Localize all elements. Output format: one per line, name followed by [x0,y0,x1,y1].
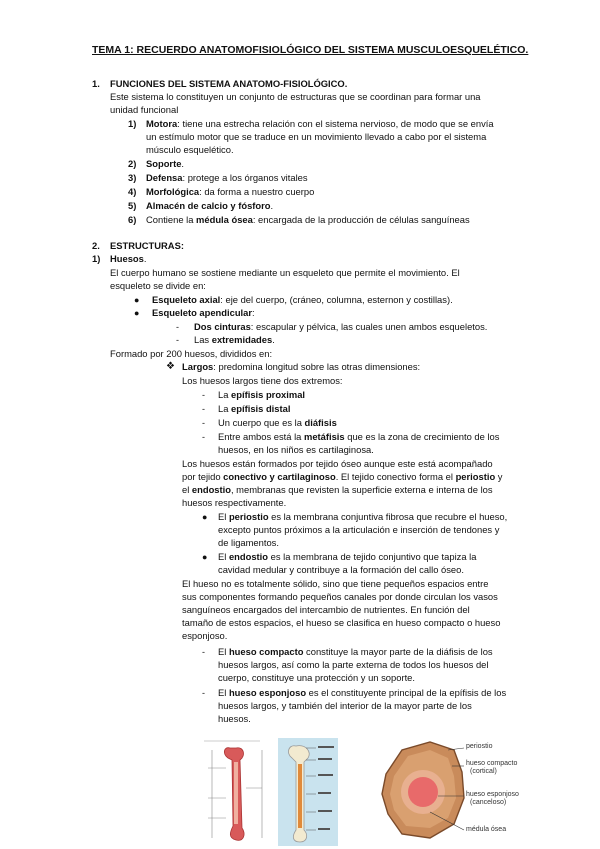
paragraph-line: excepto puntos próximos a la articulación e inserción de tendones y [218,524,500,535]
paragraph-line: esqueleto se divide en: [110,280,206,291]
epifisis-proximal: La epífisis proximal [218,389,306,400]
section-1-heading: FUNCIONES DEL SISTEMA ANATOMO-FISIOLÓGICO. [110,78,348,89]
largos-item: Largos: predomina longitud sobre las otras dimensiones: [182,361,421,372]
paragraph-line: Los huesos largos tiene dos extremos: [182,375,343,386]
dash-icon: - [202,404,205,414]
bullet-icon: ● [202,512,208,522]
dash-icon: - [202,647,205,657]
subsection-number: 1) [92,253,101,264]
bullet-icon: ● [202,552,208,562]
figure-label-cortical: (cortical) [470,768,497,775]
paragraph-line: El cuerpo humano se sostiene mediante un esqueleto que permite el movimiento. El [110,267,460,278]
figure-label-hueso-compacto: hueso compacto [466,760,518,767]
function-item-motora: Motora: tiene una estrecha relación con el sistema nervioso, de modo que se envía [146,118,494,129]
figure-label-medula-osea: médula ósea [466,826,507,833]
paragraph-line: huesos largos, y también del interior de la mayor parte de los [218,700,472,711]
function-item-defensa: Defensa: protege a los órganos vitales [146,172,308,183]
epifisis-distal: La epífisis distal [218,403,291,414]
dash-icon: - [202,688,205,698]
paragraph-line: El hueso no es totalmente sólido, sino que tiene pequeños espacios entre [182,578,489,589]
paragraph-line: huesos respectivamente. [182,497,287,508]
bone-cross-section-figure [378,736,548,844]
paragraph-line: el endostio, membranas que revisten la superficie externa e interna de los [182,484,493,495]
section-1-intro-line-2: unidad funcional [110,104,179,115]
paragraph-line: Formado por 200 huesos, divididos en: [110,348,273,359]
hueso-compacto-item: El hueso compacto constituye la mayor parte de la diáfisis de los [218,646,493,657]
function-item-line: un estímulo motor que se traduce en un movimiento llevado a cabo por el sistema [146,131,487,142]
bullet-icon: ● [134,295,140,305]
figure-label-canceloso: (canceloso) [470,799,507,806]
dash-icon: - [202,418,205,428]
dash-icon: - [202,390,205,400]
document-title: TEMA 1: RECUERDO ANATOMOFISIOLÓGICO DEL SISTEMA MUSCULOESQUELÉTICO. [92,44,529,56]
paragraph-line: tamaño de estos espacios, el hueso se clasifica en hueso compacto o hueso [182,617,501,628]
skeleton-apendicular: Esqueleto apendicular: [152,307,255,318]
bullet-icon: ● [134,308,140,318]
function-number: 3) [128,172,137,183]
cross-section-illustration [378,736,548,844]
hueso-esponjoso-item: El hueso esponjoso es el constituyente principal de la epífisis de los [218,687,507,698]
skeleton-axial: Esqueleto axial: eje del cuerpo, (cráneo, columna, esternon y costillas). [152,294,453,305]
function-number: 6) [128,214,137,225]
paragraph-line: huesos, en los niños es cartilaginosa. [218,444,374,455]
paragraph-line: cavidad medular y contribuye a la formación del callo óseo. [218,564,464,575]
dash-icon: - [176,335,179,345]
paragraph-line: de ligamentos. [218,537,279,548]
metafisis: Entre ambos está la metáfisis que es la zona de crecimiento de los [218,431,500,442]
function-item-soporte: Soporte. [146,158,185,169]
paragraph-line: por tejido conectivo y cartilaginoso. El tejido conectivo forma el periostio y [182,471,503,482]
function-item-morfologica: Morfológica: da forma a nuestro cuerpo [146,186,315,197]
bone-section-diagram [278,738,338,846]
extremidades-item: Las extremidades. [194,334,275,345]
function-item-line: músculo esquelético. [146,144,234,155]
paragraph-line: huesos. [218,713,251,724]
endostio-item: El endostio es la membrana de tejido conjuntivo que tapiza la [218,551,477,562]
subsection-huesos: Huesos. [110,253,147,264]
function-item-medula: Contiene la médula ósea: encargada de la producción de células sanguíneas [146,214,470,225]
paragraph-line: huesos largos, así como la parte externa de todos los huesos del [218,659,489,670]
function-item-almacen: Almacén de calcio y fósforo. [146,200,274,211]
figure-label-hueso-esponjoso: hueso esponjoso [466,791,519,798]
diamond-bullet-icon: ❖ [166,361,175,372]
diafisis: Un cuerpo que es la diáfisis [218,417,337,428]
function-number: 1) [128,118,137,129]
function-number: 2) [128,158,137,169]
paragraph-line: esponjoso. [182,630,228,641]
section-2-number: 2. [92,240,100,251]
paragraph-line: Los huesos están formados por tejido óseo aunque este está acompañado [182,458,493,469]
periostio-item: El periostio es la membrana conjuntiva fibrosa que recubre el hueso, [218,511,508,522]
dash-icon: - [176,322,179,332]
figure-label-periostio: periostio [466,743,493,750]
long-bone-diagram [200,738,272,846]
paragraph-line: sanguíneos encargados del intercambio de nutrientes. En función del [182,604,470,615]
section-1-number: 1. [92,78,100,89]
function-number: 4) [128,186,137,197]
paragraph-line: cuerpo, constituye una protección y un soporte. [218,672,415,683]
paragraph-line: sus componentes formando pequeños canales por donde circulan los vasos [182,591,498,602]
function-number: 5) [128,200,137,211]
cinturas-item: Dos cinturas: escapular y pélvica, las cuales unen ambos esqueletos. [194,321,488,332]
section-1-intro-line-1: Este sistema lo constituyen un conjunto de estructuras que se coordinan para formar una [110,91,481,102]
section-2-heading: ESTRUCTURAS: [110,240,184,251]
dash-icon: - [202,432,205,442]
